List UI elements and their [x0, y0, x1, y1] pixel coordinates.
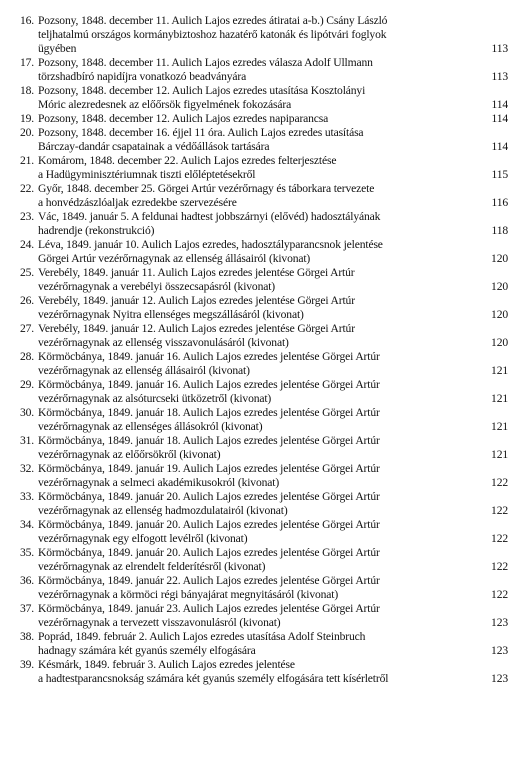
entry-title-line: Pozsony, 1848. december 12. Aulich Lajos ezredes utasítása Kosztolányi — [38, 84, 366, 97]
page-number: 114 — [491, 140, 508, 153]
page-number: 120 — [491, 252, 508, 265]
toc-entry — [10, 126, 508, 154]
toc-entry — [10, 112, 508, 126]
toc-entry — [10, 56, 508, 84]
page-number: 120 — [491, 308, 508, 321]
entry-title — [38, 518, 482, 546]
page-number: 114 — [491, 98, 508, 111]
entry-number: 19. — [19, 112, 34, 125]
entry-number: 36. — [19, 574, 34, 587]
entry-number: 22. — [19, 182, 34, 195]
entry-title-line: Poprád, 1849. február 2. Aulich Lajos ezredes utasítása Adolf Steinbruch — [38, 630, 366, 643]
toc-entry — [10, 266, 508, 294]
toc-entry — [10, 378, 508, 406]
entry-title-line: vezérőrnagynak az ellenség visszavonulásáról (kivonat) — [38, 336, 289, 349]
toc-entry — [10, 14, 508, 56]
entry-number: 28. — [19, 350, 34, 363]
entry-title — [38, 350, 482, 378]
toc-entry — [10, 574, 508, 602]
entry-title — [38, 14, 482, 56]
entry-title-line: Móric alezredesnek az előőrsök figyelmének fokozására — [38, 98, 292, 111]
page-number: 122 — [491, 532, 508, 545]
entry-title-line: Körmöcbánya, 1849. január 19. Aulich Lajos ezredes jelentése Görgei Artúr — [38, 462, 380, 475]
entry-title-line: ügyében — [38, 42, 77, 55]
entry-title-line: Pozsony, 1848. december 16. éjjel 11 óra. Aulich Lajos ezredes utasítása — [38, 126, 364, 139]
page-number: 113 — [491, 70, 508, 83]
entry-title-line: Pozsony, 1848. december 11. Aulich Lajos ezredes átiratai a-b.) Csány László — [38, 14, 388, 27]
entry-title-line: hadrendje (rekonstrukció) — [38, 224, 155, 237]
page-number: 123 — [491, 616, 508, 629]
entry-number: 30. — [19, 406, 34, 419]
page-number: 118 — [491, 224, 508, 237]
toc-entry — [10, 154, 508, 182]
entry-title — [38, 378, 482, 406]
entry-number: 34. — [19, 518, 34, 531]
table-of-contents — [10, 14, 508, 686]
entry-title-line: vezérőrnagynak az elrendelt felderítésről (kivonat) — [38, 560, 266, 573]
page-number: 123 — [491, 672, 508, 685]
toc-entry — [10, 518, 508, 546]
toc-entry — [10, 658, 508, 686]
entry-title-line: Vác, 1849. január 5. A feldunai hadtest jobbszárnyi (elővéd) hadosztályának — [38, 210, 381, 223]
toc-entry — [10, 182, 508, 210]
entry-title-line: Körmöcbánya, 1849. január 18. Aulich Lajos ezredes jelentése Görgei Artúr — [38, 434, 380, 447]
entry-title-line: teljhatalmú országos kormánybiztoshoz hazatérő katonák és lipótvári foglyok — [38, 28, 387, 41]
entry-number: 32. — [19, 462, 34, 475]
entry-title-line: Körmöcbánya, 1849. január 22. Aulich Lajos ezredes jelentése Görgei Artúr — [38, 574, 380, 587]
entry-title-line: Körmöcbánya, 1849. január 20. Aulich Lajos ezredes jelentése Görgei Artúr — [38, 546, 380, 559]
entry-title-line: Verebély, 1849. január 12. Aulich Lajos ezredes jelentése Görgei Artúr — [38, 322, 355, 335]
entry-title-line: vezérőrnagynak Nyitra ellenséges megszállásáról (kivonat) — [38, 308, 304, 321]
page-number: 114 — [491, 112, 508, 125]
page-number: 121 — [491, 392, 508, 405]
page-number: 122 — [491, 588, 508, 601]
toc-entry — [10, 322, 508, 350]
page-number: 121 — [491, 364, 508, 377]
entry-number: 33. — [19, 490, 34, 503]
entry-title-line: Győr, 1848. december 25. Görgei Artúr vezérőrnagy és táborkara tervezete — [38, 182, 375, 195]
entry-title-line: hadnagy számára két gyanús személy elfogására — [38, 644, 256, 657]
page-number: 123 — [491, 644, 508, 657]
page-number: 113 — [491, 42, 508, 55]
entry-title-line: Komárom, 1848. december 22. Aulich Lajos ezredes felterjesztése — [38, 154, 337, 167]
entry-title-line: a Hadügyminisztériumnak tiszti előléptetésekről — [38, 168, 256, 181]
entry-title — [38, 126, 482, 154]
toc-entry — [10, 630, 508, 658]
entry-number: 37. — [19, 602, 34, 615]
toc-entry — [10, 546, 508, 574]
entry-number: 31. — [19, 434, 34, 447]
entry-title-line: vezérőrnagynak az ellenség hadmozdulatairól (kivonat) — [38, 504, 288, 517]
entry-number: 27. — [19, 322, 34, 335]
page-number: 116 — [491, 196, 508, 209]
toc-entry — [10, 210, 508, 238]
toc-entry — [10, 350, 508, 378]
entry-title — [38, 658, 482, 686]
toc-entry — [10, 238, 508, 266]
page-number: 122 — [491, 476, 508, 489]
entry-title-line: vezérőrnagynak egy elfogott levélről (kivonat) — [38, 532, 248, 545]
entry-title — [38, 84, 482, 112]
entry-title — [38, 294, 482, 322]
entry-title-line: Pozsony, 1848. december 12. Aulich Lajos ezredes napiparancsa — [38, 112, 329, 125]
entry-title — [38, 112, 482, 126]
entry-title-line: vezérőrnagynak a verebélyi összecsapásról (kivonat) — [38, 280, 275, 293]
entry-title-line: Körmöcbánya, 1849. január 18. Aulich Lajos ezredes jelentése Görgei Artúr — [38, 406, 380, 419]
entry-title-line: Bárczay-dandár csapatainak a védőállások tartására — [38, 140, 270, 153]
entry-title-line: vezérőrnagynak az ellenséges állásokról (kivonat) — [38, 420, 263, 433]
entry-title-line: vezérőrnagynak az ellenség állásairól (kivonat) — [38, 364, 250, 377]
entry-number: 20. — [19, 126, 34, 139]
entry-title — [38, 238, 482, 266]
entry-title-line: vezérőrnagynak a selmeci akadémikusokról (kivonat) — [38, 476, 280, 489]
entry-title-line: Körmöcbánya, 1849. január 16. Aulich Lajos ezredes jelentése Görgei Artúr — [38, 350, 380, 363]
entry-number: 39. — [19, 658, 34, 671]
entry-title-line: a honvédzászlóaljak ezredekbe szervezésére — [38, 196, 237, 209]
toc-entry — [10, 490, 508, 518]
toc-entry — [10, 84, 508, 112]
entry-title — [38, 182, 482, 210]
entry-number: 35. — [19, 546, 34, 559]
entry-number: 26. — [19, 294, 34, 307]
entry-title-line: Körmöcbánya, 1849. január 23. Aulich Lajos ezredes jelentése Görgei Artúr — [38, 602, 380, 615]
entry-title-line: törzshadbíró napidíjra vonatkozó beadványára — [38, 70, 247, 83]
entry-number: 25. — [19, 266, 34, 279]
entry-title — [38, 322, 482, 350]
page-number: 121 — [491, 448, 508, 461]
entry-title — [38, 546, 482, 574]
page-number: 122 — [491, 504, 508, 517]
entry-number: 24. — [19, 238, 34, 251]
entry-title — [38, 56, 482, 84]
toc-entry — [10, 602, 508, 630]
entry-number: 23. — [19, 210, 34, 223]
entry-title-line: vezérőrnagynak az előőrsökről (kivonat) — [38, 448, 221, 461]
entry-title — [38, 602, 482, 630]
entry-title — [38, 406, 482, 434]
entry-title-line: vezérőrnagynak a tervezett visszavonulásról (kivonat) — [38, 616, 281, 629]
entry-number: 17. — [19, 56, 34, 69]
page-number: 120 — [491, 280, 508, 293]
entry-title-line: Körmöcbánya, 1849. január 20. Aulich Lajos ezredes jelentése Görgei Artúr — [38, 518, 380, 531]
entry-title-line: Léva, 1849. január 10. Aulich Lajos ezredes, hadosztályparancsnok jelentése — [38, 238, 383, 251]
entry-title — [38, 210, 482, 238]
entry-title-line: vezérőrnagynak a körmöci régi bányajárat megnyitásáról (kivonat) — [38, 588, 339, 601]
entry-title-line: vezérőrnagynak az alsóturcseki ütközetről (kivonat) — [38, 392, 272, 405]
entry-number: 29. — [19, 378, 34, 391]
entry-title-line: Körmöcbánya, 1849. január 20. Aulich Lajos ezredes jelentése Görgei Artúr — [38, 490, 380, 503]
entry-number: 16. — [19, 14, 34, 27]
entry-number: 38. — [19, 630, 34, 643]
entry-title-line: Verebély, 1849. január 12. Aulich Lajos ezredes jelentése Görgei Artúr — [38, 294, 355, 307]
entry-number: 18. — [19, 84, 34, 97]
entry-title-line: Késmárk, 1849. február 3. Aulich Lajos ezredes jelentése — [38, 658, 295, 671]
entry-title — [38, 154, 482, 182]
entry-title — [38, 630, 482, 658]
entry-title — [38, 462, 482, 490]
page-number: 115 — [491, 168, 508, 181]
toc-entry — [10, 434, 508, 462]
entry-title-line: Körmöcbánya, 1849. január 16. Aulich Lajos ezredes jelentése Görgei Artúr — [38, 378, 380, 391]
entry-title-line: Pozsony, 1848. december 11. Aulich Lajos ezredes válasza Adolf Ullmann — [38, 56, 373, 69]
entry-title — [38, 490, 482, 518]
entry-number: 21. — [19, 154, 34, 167]
toc-entry — [10, 406, 508, 434]
page-number: 121 — [491, 420, 508, 433]
entry-title-line: a hadtestparancsnokság számára két gyanús személy elfogására tett kísérletről — [38, 672, 389, 685]
entry-title — [38, 266, 482, 294]
entry-title-line: Verebély, 1849. január 11. Aulich Lajos ezredes jelentése Görgei Artúr — [38, 266, 355, 279]
entry-title-line: Görgei Artúr vezérőrnagynak az ellenség állásairól (kivonat) — [38, 252, 311, 265]
toc-entry — [10, 462, 508, 490]
entry-title — [38, 434, 482, 462]
page-number: 120 — [491, 336, 508, 349]
page-number: 122 — [491, 560, 508, 573]
toc-entry — [10, 294, 508, 322]
entry-title — [38, 574, 482, 602]
